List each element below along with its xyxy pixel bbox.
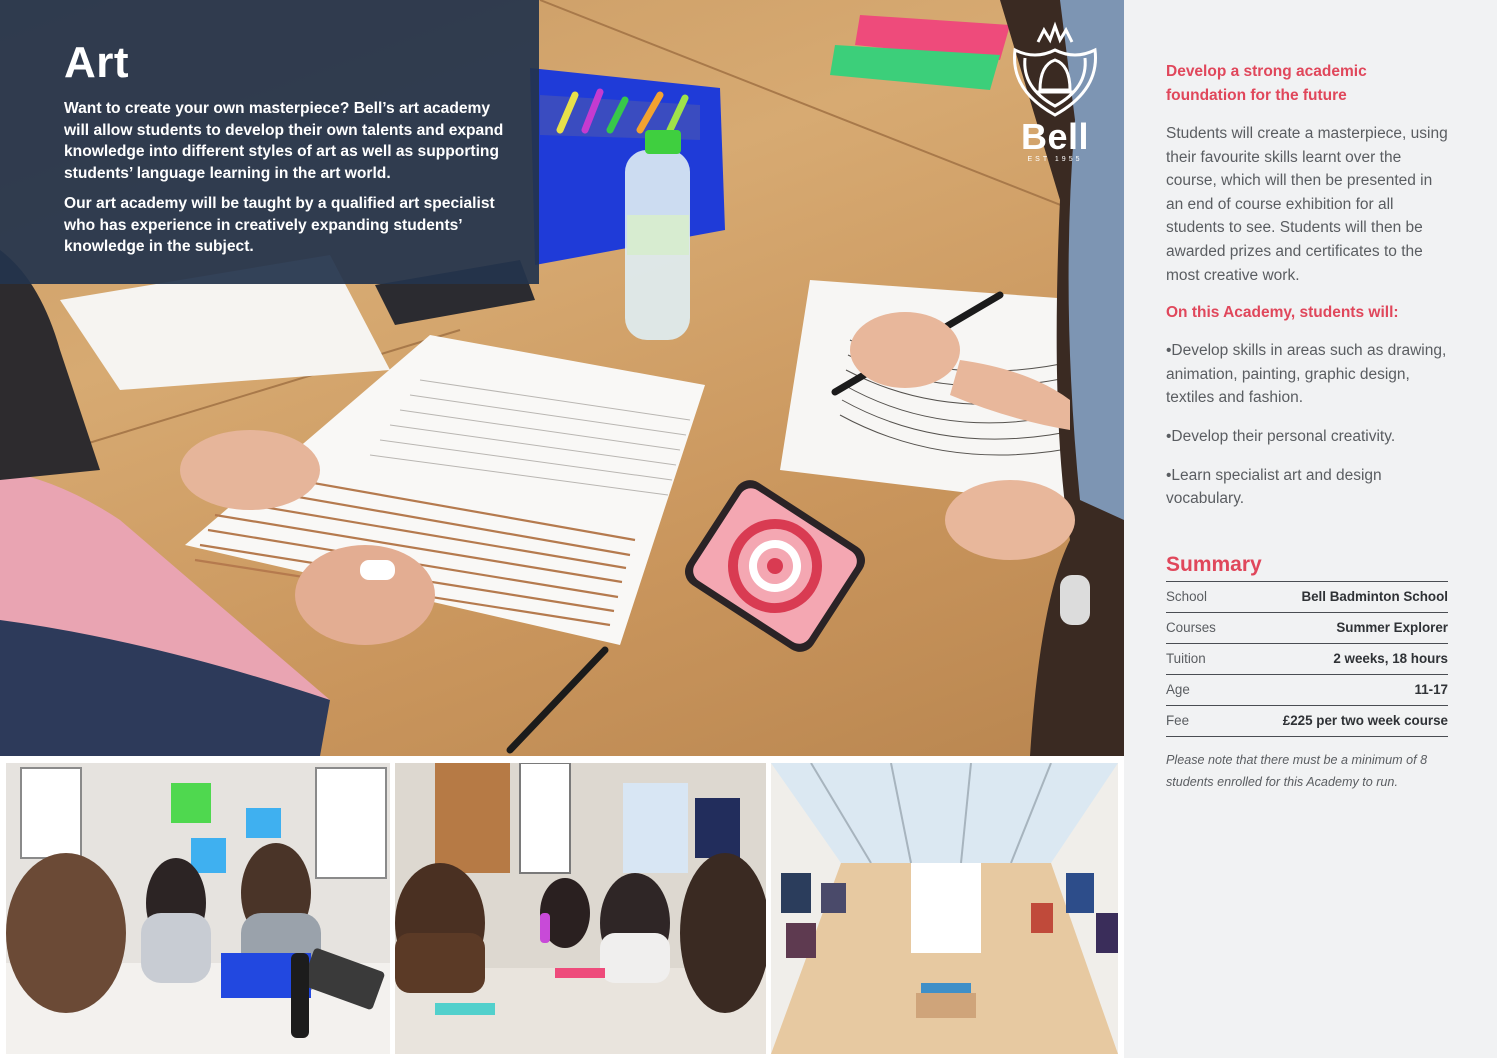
sidebar-body: Students will create a masterpiece, using their favourite skills learnt over the course, which will then be presented in an end of course exhibition for all students to see. Students will then be awarded prizes and certificates to the most creative work. [1166,125,1448,284]
art-gallery-photo [771,763,1118,1054]
info-sidebar [1124,0,1497,1058]
summary-label: Courses [1166,620,1216,636]
logo-name: Bell [1020,116,1090,157]
classroom-photo [6,763,390,1054]
summary-row [1166,582,1448,613]
summary-value: Summer Explorer [1336,620,1448,636]
summary-value: Bell Badminton School [1301,589,1448,605]
summary-row [1166,644,1448,675]
list-item: •Develop their personal creativity. [1166,427,1396,445]
students-working-photo [395,763,766,1054]
summary-label: Tuition [1166,651,1206,667]
intro-paragraph: Want to create your own masterpiece? Bell’s art academy will allow students to develop their own talents and expand knowledge into different styles of art as well as supporting students’ language learning in the art world. [64,100,504,182]
classroom-illustration [6,763,390,1054]
summary-label: Fee [1166,713,1190,729]
list-heading: On this Academy, students will: [1166,304,1399,322]
page-title: Art [64,38,130,87]
logo-established: EST 1955 [1027,156,1083,163]
intro-paragraph: Our art academy will be taught by a qualified art specialist who has experience in creatively expanding students’ knowledge in the subject. [64,195,495,255]
summary-value: 11-17 [1414,682,1448,698]
students-illustration [395,763,766,1054]
summary-label: School [1166,589,1207,605]
crest-icon [1000,20,1110,120]
summary-value: £225 per two week course [1282,713,1448,729]
summary-value: 2 weeks, 18 hours [1333,651,1448,667]
list-item: •Learn specialist art and design vocabulary. [1166,466,1382,508]
minimum-enrolment-note: Please note that there must be a minimum of 8 students enrolled for this Academy to run. [1166,752,1428,789]
summary-label: Age [1166,682,1190,698]
bell-logo [1000,20,1110,170]
intro-panel [0,0,539,284]
sidebar-heading: Develop a strong academic foundation for the future [1166,63,1367,104]
gallery-illustration [771,763,1118,1054]
list-item: •Develop skills in areas such as drawing, animation, painting, graphic design, textiles and fashion. [1166,342,1447,407]
summary-row [1166,613,1448,644]
summary-row [1166,675,1448,706]
summary-row [1166,706,1448,737]
summary-title: Summary [1166,553,1448,582]
